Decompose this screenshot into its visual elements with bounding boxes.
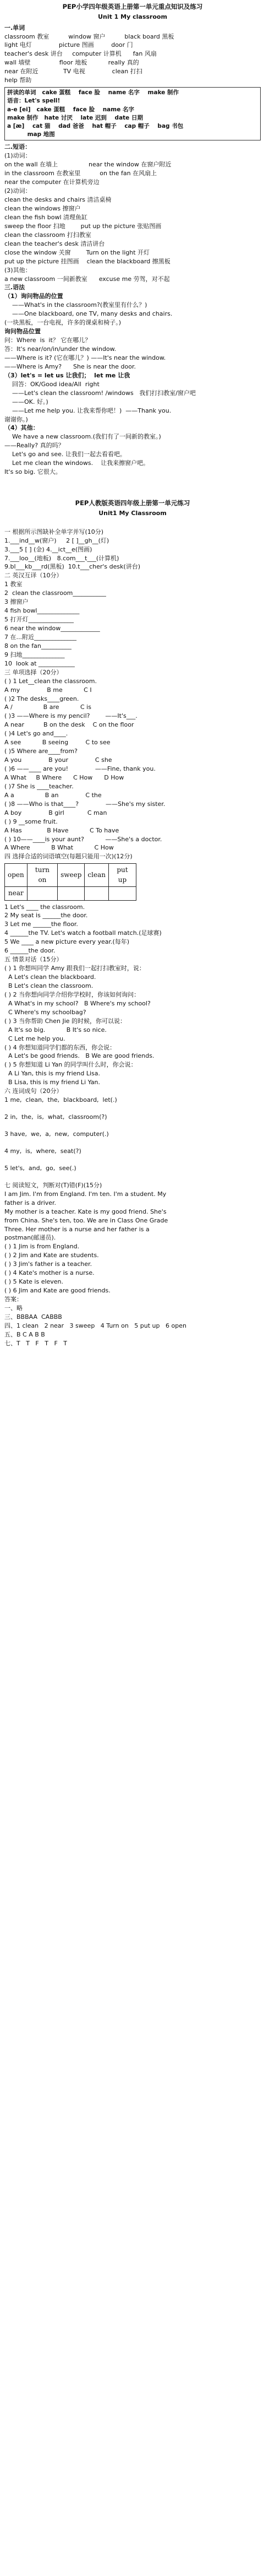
exercise-line: ( )7 She is ____teacher. <box>4 782 74 790</box>
phrase-line: a new classroom 一间新教室 excuse me 劳驾，对不起 <box>4 275 170 283</box>
exercise-line: A a B an C the <box>4 791 102 799</box>
grammar-line: ——Let's clean the classroom! /windows 我们打扫教室/窗户吧 <box>12 389 196 397</box>
word-box-cell <box>58 887 85 900</box>
exercise-line: 3.___5 [ ] (金) 4.__ict__e(图画) <box>4 545 92 553</box>
exercise-line: 1 Let's ____ the classroom. <box>4 903 85 911</box>
exercise-line <box>4 1139 261 1147</box>
answer-line: 七、T T F T F T <box>4 1339 67 1347</box>
exercise-line: ( )8 ——Who is that____? ——She's my sister. <box>4 800 166 808</box>
grammar-line: 问：Where is it？ 它在哪儿？ <box>4 337 91 344</box>
grammar-line: ——OK. 好。) <box>12 398 48 405</box>
exercise-line: 1 教室 <box>4 581 23 588</box>
exercise-line: 9.bl___kb___rd(黑板) 10.t___cher's desk(讲台) <box>4 563 141 571</box>
grammar-line: We have a new classroom.(我们有了一间新的教室。) <box>12 433 161 441</box>
section-gap <box>0 477 264 499</box>
exercise-line: 5 let's, and, go, see(.) <box>4 1164 76 1172</box>
exercise-block-a <box>4 528 261 862</box>
phrase-line: sweep the floor 扫地 put up the picture 张贴图画 <box>4 222 162 230</box>
exercise-line: A near B on the desk C on the floor <box>4 721 134 729</box>
exercise-line: ( )3 ——Where is my pencil? ——It's___. <box>4 712 138 720</box>
grammar-line: 询问物品位置 <box>4 328 41 335</box>
exercise-line: 五 情景对话（15分） <box>4 956 63 964</box>
title-gap <box>4 520 261 528</box>
exercise-line: 7 在...附近______________ <box>4 633 76 641</box>
grammar-sub: （3）let's = let us 让我们； let me 让我 <box>4 371 130 379</box>
grammar-line: 答：It's near/on/in/under the window. <box>4 345 117 353</box>
phrase-line: (2)动词： <box>4 187 31 195</box>
grammar-line: ——What's in the classroom?(教室里有什么？) <box>12 301 147 309</box>
word-box-cell: near <box>5 887 28 900</box>
word-box-cell: clean <box>85 864 109 887</box>
exercise-line: ( ) 1 Jim is from England. <box>4 1243 80 1251</box>
grammar-line: Let's go and see. 让我们一起去看看吧。 <box>12 451 126 458</box>
vocab-heading: 一.单词 <box>4 24 25 31</box>
phrase-line: clean the windows 擦窗户 <box>4 205 81 213</box>
exercise-line: 2 in, the, is, what, classroom(?) <box>4 1113 107 1121</box>
exercise-line: 三 单项选择（20分） <box>4 668 63 676</box>
exercise-line <box>4 1122 261 1130</box>
phrase-line: on the wall 在墙上 near the window 在窗户附近 <box>4 161 172 169</box>
exercise-line: ( ) 9 __some fruit. <box>4 818 58 825</box>
exercise-line: C Let me help you. <box>4 1035 65 1042</box>
part1-subtitle: Unit 1 My classroom <box>98 13 167 20</box>
phrase-line: close the window 关窗 Turn on the light 开灯 <box>4 248 150 256</box>
phonics-line: map 地图 <box>7 131 55 138</box>
vocab-line: light 电灯 picture 图画 door 门 <box>4 41 133 49</box>
grammar-line: ——Let me help you. 让我来帮你吧！) ——Thank you. <box>12 407 172 414</box>
phonics-box <box>4 87 261 140</box>
phonics-line: 语音：Let's spell! <box>7 98 61 105</box>
phrase-line: clean the fish bowl 清理鱼缸 <box>4 213 88 221</box>
phrase-line: in the classroom 在教室里 on the fan 在风扇上 <box>4 170 157 177</box>
exercise-line: 一 根据所示图缺补全单字并写(10分) <box>4 528 104 535</box>
exercise-line: ( ) 10——____is your aunt? ——She's a doctor. <box>4 835 162 843</box>
word-box-cell: put up <box>108 864 136 887</box>
exercise-line: 5 We ____ a new picture every year.(每年) <box>4 938 130 946</box>
exercise-line: B Lisa, this is my friend Li Yan. <box>4 1079 101 1086</box>
grammar-line: (一块黑板，一台电视，许多的课桌和椅子。) <box>4 319 122 327</box>
grammar-line: ——Where is it? (它在哪儿？) ——It's near the window. <box>4 354 166 361</box>
exercise-line: A Where B What C How <box>4 844 114 852</box>
exercise-line: A Li Yan, this is my friend Lisa. <box>4 1070 101 1078</box>
grammar-line: 谢谢你。) <box>4 415 28 423</box>
exercise-line: A What B Where C How D How <box>4 773 124 781</box>
word-box-cell <box>27 887 57 900</box>
exercise-line: A my B me C I <box>4 686 92 694</box>
phonics-line: a-e [ei] cake 蛋糕 face 脸 name 名字 <box>7 106 134 113</box>
exercise-line: A see B seeing C to see <box>4 739 111 746</box>
word-box-cell: open <box>5 864 28 887</box>
grammar-line: ——One blackboard, one TV, many desks and chairs. <box>12 310 173 318</box>
exercise-line: 六 连词成句（20分） <box>4 1087 63 1095</box>
phonics-line: 拼读的单词 cake 蛋糕 face 脸 name 名字 make 制作 <box>7 89 179 96</box>
part2 <box>0 499 264 1348</box>
phrase-line: (3)其他： <box>4 266 31 274</box>
exercise-line: ( ) 2 当你想向同学介绍你学校时，你该如何询问： <box>4 991 140 998</box>
exercise-line: 3 have, we, a, new, computer(.) <box>4 1130 109 1138</box>
word-box <box>4 863 136 900</box>
word-box-cell: turn on <box>27 864 57 887</box>
exercise-line: My mother is a teacher. Kate is my good friend. She's <box>4 1208 167 1215</box>
exercise-block-b <box>4 903 261 1322</box>
exercise-line: 答案： <box>4 1296 23 1303</box>
exercise-line: ( ) 5 Kate is eleven. <box>4 1278 64 1286</box>
exercise-line: 一、略 <box>4 1304 23 1312</box>
exercise-line: ( )6 ——____ are you! ——Fine, thank you. <box>4 765 156 773</box>
word-box-cell <box>85 887 109 900</box>
part2-title: PEP人教版英语四年级上册第一单元练习 <box>75 499 190 507</box>
exercise-line: 3 擦窗户 <box>4 598 29 606</box>
phrase-line: put up the picture 挂图画 clean the blackboard 擦黑板 <box>4 257 170 265</box>
phrase-line: clean the teacher's desk 清洁讲台 <box>4 240 105 247</box>
exercise-line: ( ) 1 Let__clean the classroom. <box>4 677 97 685</box>
exercise-line: ( ) 2 Jim and Kate are students. <box>4 1252 99 1259</box>
exercise-line: A Let's clean the blackboard. <box>4 973 96 981</box>
exercise-line: ( ) 4 你想知道同学们都的东西，你会说： <box>4 1043 116 1051</box>
phrase-line: near the computer 在计算机旁边 <box>4 178 100 186</box>
exercise-line: 5 打开灯_______________ <box>4 616 74 624</box>
exercise-line: ( ) 3 当你帮助 Chen Jie 的时候，你可以说： <box>4 1017 127 1025</box>
exercise-line: A you B your C she <box>4 756 112 764</box>
exercise-line: 4 ______the TV. Let's watch a football match.(足球赛) <box>4 929 162 937</box>
part1 <box>0 2 264 477</box>
exercise-line <box>4 1105 261 1113</box>
exercise-line: 4 my, is, where, seat(?) <box>4 1147 81 1155</box>
exercise-line: 二 英汉互译（10分） <box>4 572 63 580</box>
exercise-line: ( ) 3 Jim's father is a teacher. <box>4 1260 92 1268</box>
exercise-line: A It's so big. B It's so nice. <box>4 1026 107 1033</box>
vocab-line: near 在附近 TV 电视 clean 打扫 <box>4 68 142 75</box>
grammar-line: It's so big. 它很大。 <box>4 468 62 476</box>
exercise-line: 四 选择合适的词语填空(每题只能用一次)(12分) <box>4 853 133 861</box>
grammar-line: 回答：OK/Good idea/All right <box>12 380 100 388</box>
phonics-line: a [æ] cat 猫 dad 爸爸 hat 帽子 cap 帽子 bag 书包 <box>7 123 184 130</box>
grammar-line: ——Really? 真的吗？ <box>4 442 64 450</box>
exercise-line: A / B are C is <box>4 703 91 711</box>
exercise-line: 8 on the fan__________ <box>4 642 72 650</box>
exercise-line: father is a driver. <box>4 1199 57 1206</box>
grammar-sub: （1）询问物品的位置 <box>4 293 63 300</box>
exercise-line: 6 ______the door. <box>4 947 56 955</box>
exercise-line: 三、BBBAA CABBB <box>4 1313 62 1321</box>
exercise-line: ( ) 6 Jim and Kate are good friends. <box>4 1287 111 1295</box>
exercise-line: ( ) 4 Kate's mother is a nurse. <box>4 1269 95 1277</box>
exercise-line: postman(邮递员). <box>4 1234 56 1242</box>
exercise-line: 1 me, clean, the, blackboard, let(.) <box>4 1096 117 1104</box>
grammar-line: ——Where is Amy? She is near the door. <box>4 362 136 370</box>
exercise-line: ( ) 1 你想叫同学 Amy 跟我们一起打扫教室时，说： <box>4 965 145 972</box>
exercise-line <box>4 1156 261 1164</box>
exercise-line: 2 clean the classroom___________ <box>4 589 106 597</box>
word-box-cell: sweep <box>58 864 85 887</box>
exercise-line: A What's in my school? B Where's my school? <box>4 999 151 1007</box>
exercise-line: ( ) 5 你想知道 Li Yan 的同学叫什么时，你会说： <box>4 1061 137 1069</box>
vocab-line: classroom 教室 window 窗户 black board 黑板 <box>4 33 174 40</box>
grammar-line: Let me clean the windows. 让我来擦窗户吧。 <box>12 459 150 467</box>
answer-line: 五、B C A B B <box>4 1330 45 1338</box>
exercise-line: 9 扫地______________ <box>4 651 65 658</box>
phrase-sub: (1)动词： <box>4 152 31 160</box>
vocab-line: wall 墙壁 floor 地板 really 真的 <box>4 59 139 67</box>
phrase-heading: 二.短语： <box>4 143 31 151</box>
exercise-line: ( )5 Where are____from? <box>4 748 78 755</box>
grammar-heading: 三.语法 <box>4 284 25 291</box>
exercise-line: 10 look at ____________ <box>4 659 75 667</box>
grammar-sub: （4）其他： <box>4 424 39 432</box>
vocab-line: teacher's desk 讲台 computer 计算机 fan 风扇 <box>4 50 157 58</box>
exercise-line: A Has B Have C To have <box>4 826 119 834</box>
exercise-line: 1.___ind__w(窗户) 2 [ ]__gh__(灯) <box>4 537 109 544</box>
word-box-cell <box>108 887 136 900</box>
part1-title: PEP小学四年级英语上册第一单元重点知识及练习 <box>62 3 203 10</box>
exercise-line: 七 阅读短文，判断对(T)错(F)(15分) <box>4 1181 102 1189</box>
exercise-line: 3 Let me ______the floor. <box>4 921 78 928</box>
exercise-line: C Where's my schoolbag? <box>4 1008 86 1016</box>
part2-subtitle: Unit1 My Classroom <box>98 509 167 517</box>
exercise-line: A boy B girl C man <box>4 809 107 816</box>
exercise-line: B Let's clean the classroom. <box>4 982 94 989</box>
exercise-line: 6 near the window_____________ <box>4 625 100 632</box>
exercise-line: 4 fish bowl______________ <box>4 607 80 615</box>
exercise-line: 2 My seat is ______the door. <box>4 912 88 919</box>
exercise-line: ( )2 The desks____green. <box>4 695 79 702</box>
answer-line: 四、1 clean 2 near 3 sweep 4 Turn on 5 put up 6 open <box>4 1322 186 1329</box>
exercise-line: I am Jim. I'm from England. I'm ten. I'm a student. My <box>4 1190 167 1198</box>
exercise-line: ( )4 Let's go and____. <box>4 730 68 738</box>
exercise-line: Three. Her mother is a nurse and her father is a <box>4 1225 150 1233</box>
exercise-line <box>4 1173 261 1181</box>
exercise-line: A Let's be good friends. B We are good friends. <box>4 1052 155 1060</box>
phonics-line: make 制作 hate 讨厌 late 迟到 date 日期 <box>7 114 143 121</box>
phrase-line: clean the desks and chairs 清洁桌椅 <box>4 196 112 204</box>
phrase-line: clean the classroom 打扫教室 <box>4 231 91 239</box>
exercise-line: 7.___loo__(地板) 8.com___t___(计算机) <box>4 554 119 562</box>
exercise-line: from China. She's ten, too. We are in Class One Grade <box>4 1216 168 1224</box>
vocab-line: help 帮助 <box>4 77 32 84</box>
